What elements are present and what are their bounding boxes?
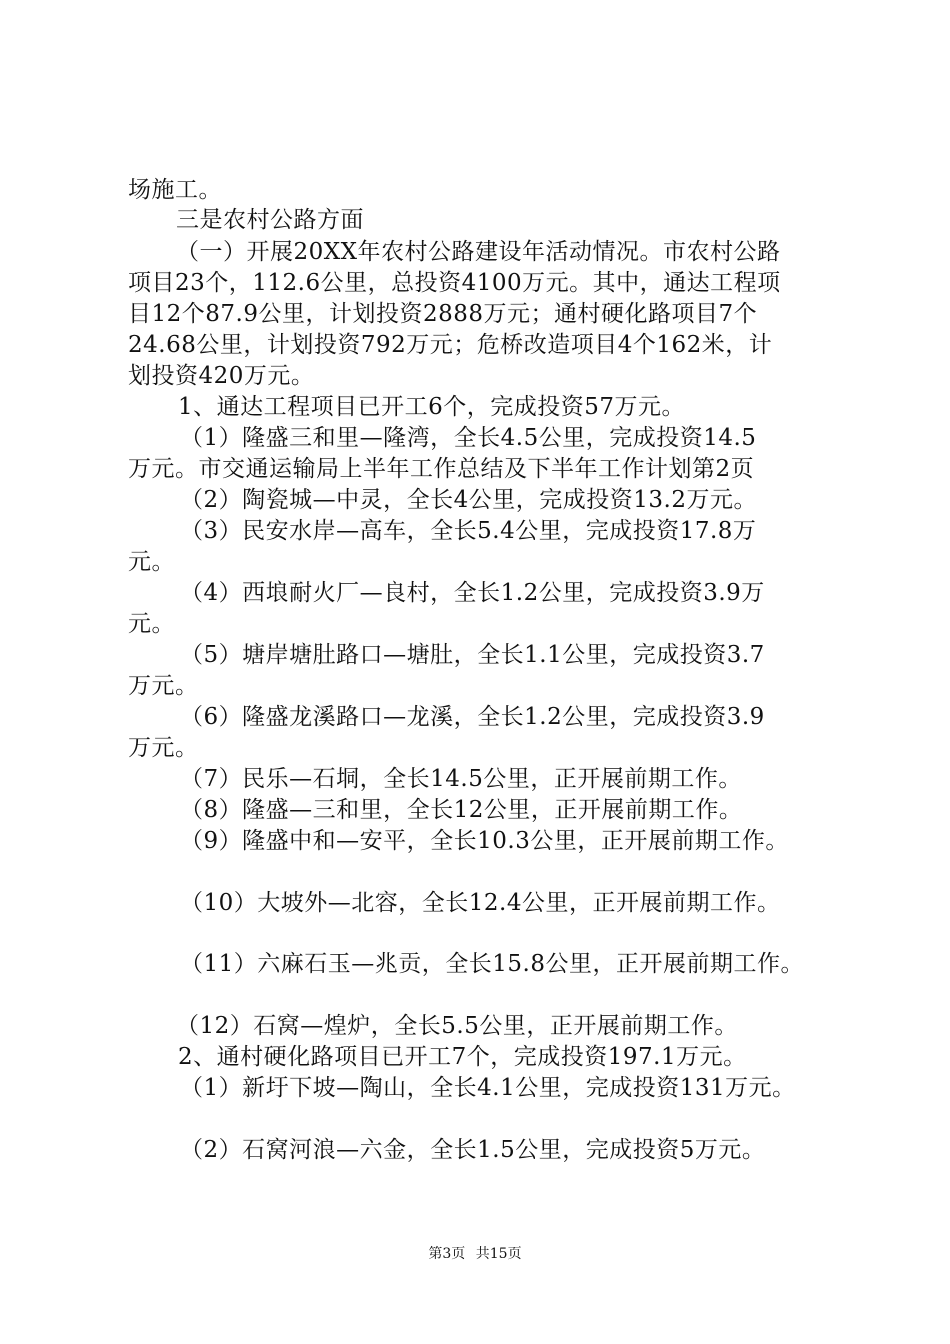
text-line: 元。 (128, 549, 175, 575)
text-line: 万元。市交通运输局上半年工作总结及下半年工作计划第2页 (128, 456, 755, 482)
subsection-heading: 2、通村硬化路项目已开工7个，完成投资197.1万元。 (178, 1044, 747, 1070)
list-item: （2）陶瓷城—中灵，全长4公里，完成投资13.2万元。 (180, 487, 757, 513)
text-line: 万元。 (128, 673, 199, 699)
list-item: （2）石窝河浪—六金，全长1.5公里，完成投资5万元。 (180, 1137, 766, 1163)
list-item: （10）大坡外—北容，全长12.4公里，正开展前期工作。 (180, 890, 781, 916)
list-item: （12）石窝—煌炉，全长5.5公里，正开展前期工作。 (176, 1013, 738, 1039)
subsection-heading: 1、通达工程项目已开工6个，完成投资57万元。 (178, 394, 686, 420)
page-number: 第3页 (428, 1246, 466, 1262)
list-item: （11）六麻石玉—兆贡，全长15.8公里，正开展前期工作。 (180, 951, 804, 977)
section-heading: 三是农村公路方面 (176, 207, 364, 233)
text-line: 万元。 (128, 735, 199, 761)
text-line: 元。 (128, 611, 175, 637)
list-item: （1）隆盛三和里—隆湾，全长4.5公里，完成投资14.5 (180, 425, 757, 451)
list-item: （1）新圩下坡—陶山，全长4.1公里，完成投资131万元。 (180, 1075, 796, 1101)
text-line: （一）开展20XX年农村公路建设年活动情况。市农村公路 (176, 239, 781, 265)
text-line: 场施工。 (128, 177, 222, 203)
page-footer (0, 1244, 950, 1264)
list-item: （9）隆盛中和—安平，全长10.3公里，正开展前期工作。 (180, 828, 789, 854)
list-item: （6）隆盛龙溪路口—龙溪，全长1.2公里，完成投资3.9 (180, 704, 765, 730)
list-item: （3）民安水岸—高车，全长5.4公里，完成投资17.8万 (180, 518, 757, 544)
text-line: 目12个87.9公里，计划投资2888万元；通村硬化路项目7个 (128, 301, 758, 327)
text-line: 项目23个，112.6公里，总投资4100万元。其中，通达工程项 (128, 270, 781, 296)
list-item: （4）西埌耐火厂—良村，全长1.2公里，完成投资3.9万 (180, 580, 765, 606)
text-line: 划投资420万元。 (128, 363, 315, 389)
list-item: （5）塘岸塘肚路口—塘肚，全长1.1公里，完成投资3.7 (180, 642, 765, 668)
list-item: （8）隆盛—三和里，全长12公里，正开展前期工作。 (180, 797, 743, 823)
list-item: （7）民乐—石垌，全长14.5公里，正开展前期工作。 (180, 766, 742, 792)
page-total: 共15页 (475, 1246, 522, 1262)
text-line: 24.68公里，计划投资792万元；危桥改造项目4个162米，计 (128, 332, 773, 358)
